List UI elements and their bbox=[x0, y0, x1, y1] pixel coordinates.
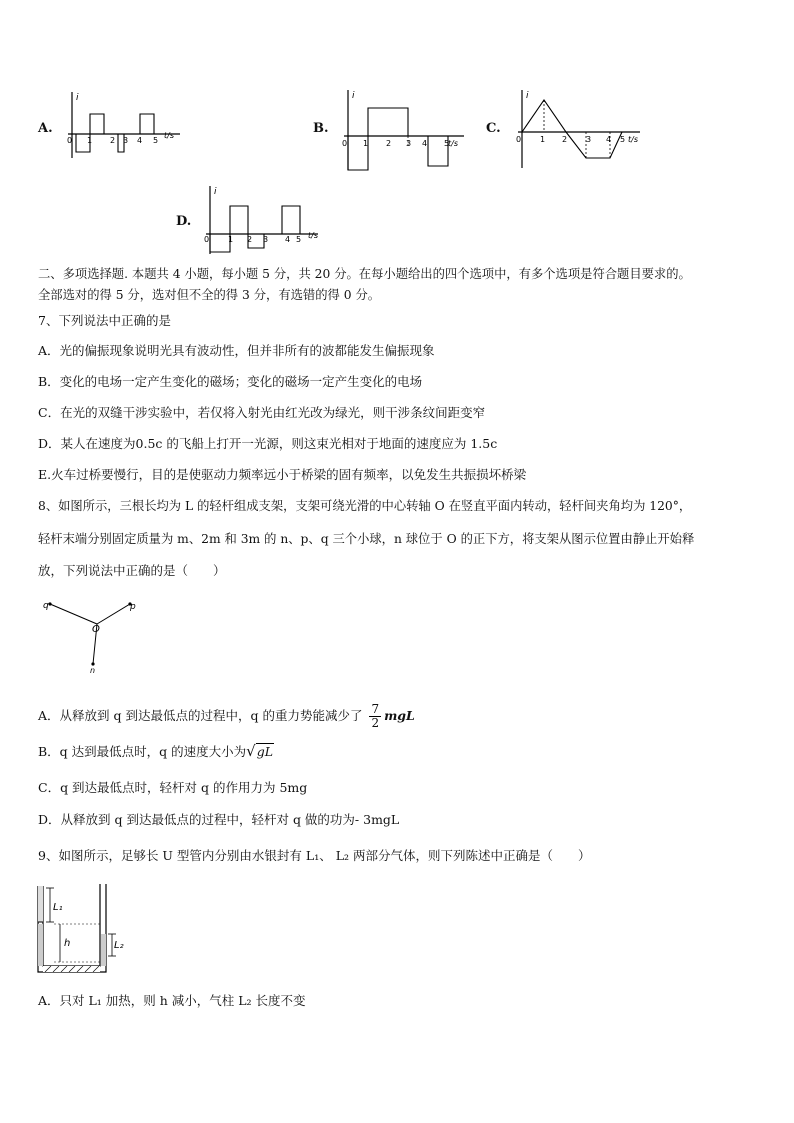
q8-fig-n: n bbox=[90, 666, 96, 675]
svg-text:t/s: t/s bbox=[308, 231, 318, 240]
option-b-label: B. bbox=[313, 121, 329, 136]
q8-figure bbox=[36, 592, 156, 676]
svg-text:t/s: t/s bbox=[448, 139, 458, 148]
svg-text:4: 4 bbox=[137, 136, 143, 145]
svg-text:5: 5 bbox=[620, 135, 626, 144]
option-c-label: C. bbox=[486, 121, 501, 136]
q9-figure bbox=[30, 876, 130, 976]
svg-text:1: 1 bbox=[87, 136, 93, 145]
q8-line1: 8、如图所示，三根长均为 L 的轻杆组成支架，支架可绕光滑的中心转轴 O 在竖直平面内转动，轻杆间夹角均为 120°， bbox=[38, 499, 692, 513]
option-a-graph bbox=[60, 88, 190, 160]
svg-text:5: 5 bbox=[296, 235, 302, 244]
svg-text:i: i bbox=[352, 91, 355, 101]
option-c-graph bbox=[510, 86, 650, 174]
q9-fig-l1: L₁ bbox=[53, 902, 63, 913]
q8-option-d: D．从释放到 q 到达最低点的过程中，轻杆对 q 做的功为- 3mgL bbox=[38, 812, 400, 827]
q9-option-a: A．只对 L₁ 加热，则 h 减小，气柱 L₂ 长度不变 bbox=[38, 993, 306, 1008]
svg-text:2: 2 bbox=[247, 235, 253, 244]
q9-stem: 9、如图所示，足够长 U 型管内分别由水银封有 L₁、 L₂ 两部分气体，则下列陈述中正确是（ ） bbox=[38, 848, 591, 863]
svg-text:1: 1 bbox=[540, 135, 546, 144]
svg-text:5: 5 bbox=[153, 136, 159, 145]
svg-text:3: 3 bbox=[586, 135, 592, 144]
option-a-label: A. bbox=[38, 121, 53, 136]
option-b-graph bbox=[336, 86, 476, 176]
q8-option-c: C．q 到达最低点时，轻杆对 q 的作用力为 5mg bbox=[38, 780, 308, 795]
q8-a-denominator: 2 bbox=[371, 716, 380, 730]
a-x-axis: t/s bbox=[164, 131, 174, 140]
option-d-graph bbox=[198, 182, 328, 258]
q8-fig-o: O bbox=[92, 624, 100, 635]
svg-text:i: i bbox=[526, 91, 529, 101]
q8-b-radicand: gL bbox=[256, 744, 274, 759]
svg-text:3: 3 bbox=[406, 139, 412, 148]
option-d-label: D. bbox=[176, 214, 192, 229]
svg-text:2: 2 bbox=[110, 136, 116, 145]
svg-text:4: 4 bbox=[606, 135, 612, 144]
svg-text:0: 0 bbox=[342, 139, 348, 148]
q7-option-d: D．某人在速度为0.5c 的飞船上打开一光源，则这束光相对于地面的速度应为 1.5c bbox=[38, 436, 498, 451]
q8-line3: 放，下列说法中正确的是（ ） bbox=[38, 563, 226, 578]
svg-text:t/s: t/s bbox=[628, 135, 638, 144]
svg-text:5: 5 bbox=[444, 139, 450, 148]
svg-text:0: 0 bbox=[204, 235, 210, 244]
q7-stem: 7、下列说法中正确的是 bbox=[38, 313, 171, 328]
q8-a-numerator: 7 bbox=[371, 702, 380, 716]
q8-line2: 轻杆末端分别固定质量为 m、2m 和 3m 的 n、p、q 三个小球，n 球位于 O 的正下方，将支架从图示位置由静止开始释 bbox=[38, 532, 695, 546]
svg-text:2: 2 bbox=[386, 139, 392, 148]
q7-option-e: E.火车过桥要慢行，目的是使驱动力频率远小于桥梁的固有频率，以免发生共振损坏桥梁 bbox=[38, 467, 527, 482]
q8-fig-q: q bbox=[43, 601, 49, 611]
svg-text:1: 1 bbox=[363, 139, 369, 148]
q9-fig-h: h bbox=[64, 938, 71, 949]
q7-option-c: C．在光的双缝干涉实验中，若仅将入射光由红光改为绿光，则干涉条纹间距变窄 bbox=[38, 405, 486, 420]
q7-option-a: A．光的偏振现象说明光具有波动性，但并非所有的波都能发生偏振现象 bbox=[38, 343, 435, 358]
svg-text:4: 4 bbox=[285, 235, 291, 244]
a-y-axis: i bbox=[76, 93, 79, 103]
svg-text:0: 0 bbox=[67, 136, 73, 145]
q8-fig-p: p bbox=[130, 602, 136, 612]
section2-line2: 全部选对的得 5 分，选对但不全的得 3 分，有选错的得 0 分。 bbox=[38, 288, 381, 302]
section2-line1: 二、多项选择题. 本题共 4 小题，每小题 5 分，共 20 分。在每小题给出的四个选项中，有多个选项是符合题目要求的。 bbox=[38, 267, 691, 281]
q7-option-b: B．变化的电场一定产生变化的磁场；变化的磁场一定产生变化的电场 bbox=[38, 374, 423, 389]
svg-text:2: 2 bbox=[562, 135, 568, 144]
svg-text:0: 0 bbox=[516, 135, 522, 144]
q8-option-a: A．从释放到 q 到达最低点的过程中，q 的重力势能减少了 $\frac{7}{2}$ mgL bbox=[38, 702, 415, 730]
svg-text:4: 4 bbox=[422, 139, 428, 148]
q8-option-b: B．q 达到最低点时，q 的速度大小为√gL bbox=[38, 742, 274, 760]
q9-fig-l2: L₂ bbox=[114, 940, 124, 951]
svg-text:3: 3 bbox=[123, 136, 129, 145]
svg-text:3: 3 bbox=[263, 235, 269, 244]
svg-text:i: i bbox=[214, 187, 217, 197]
svg-text:1: 1 bbox=[228, 235, 234, 244]
